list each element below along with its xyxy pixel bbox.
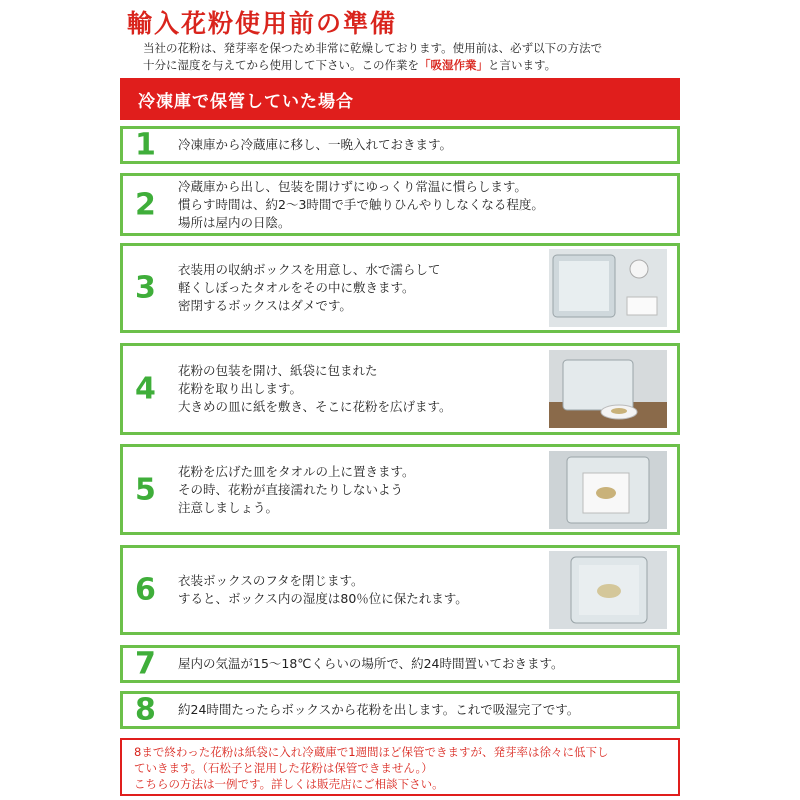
step-8: [120, 691, 680, 729]
step-3: [120, 243, 680, 333]
step-5: [120, 444, 680, 535]
step-line: 軽くしぼったタオルをその中に敷きます。: [178, 280, 415, 295]
step-line: 花粉を広げた皿をタオルの上に置きます。: [178, 463, 415, 479]
step-text: [178, 463, 415, 517]
step-1: [120, 126, 680, 164]
step-number: 5: [135, 472, 156, 507]
step-text: [178, 572, 468, 608]
step-line: 約24時間たったらボックスから花粉を出します。これで吸湿完了です。: [178, 702, 580, 717]
step-text: [178, 261, 440, 315]
page-title: 輸入花粉使用前の準備: [127, 9, 398, 38]
note-line-3: こちらの方法は一例です。詳しくは販売店にご相談下さい。: [134, 777, 444, 791]
step-line: その時、花粉が直接濡れたりしないよう: [178, 481, 404, 497]
intro-highlight: 「吸湿作業」: [419, 58, 488, 72]
intro-text: [143, 40, 683, 74]
step-number: 2: [135, 187, 156, 222]
step-number: 8: [135, 692, 156, 728]
step-line: すると、ボックス内の湿度は80％位に保たれます。: [178, 591, 468, 606]
intro-line-2: [143, 57, 683, 74]
step-line: 衣装ボックスのフタを閉じます。: [178, 573, 364, 588]
step-text: [178, 178, 544, 232]
section-banner: 冷凍庫で保管していた場合: [120, 78, 680, 120]
step-line: 花粉の包装を開け、紙袋に包まれた: [178, 363, 378, 378]
step-number: 4: [135, 371, 156, 407]
step-line: 大きめの皿に紙を敷き、そこに花粉を広げます。: [178, 399, 452, 414]
note-line-2: ていきます。（石松子と混用した花粉は保管できません。）: [134, 761, 433, 775]
step-7: [120, 645, 680, 683]
step-line: 慣らす時間は、約2～3時間で手で触りひんやりしなくなる程度。: [178, 196, 544, 212]
step-line: 衣装用の収納ボックスを用意し、水で濡らして: [178, 262, 441, 277]
intro-line-1: 当社の花粉は、発芽率を保つため非常に乾燥しております。使用前は、必ず以下の方法で: [143, 41, 603, 55]
step-line: 注意しましょう。: [178, 499, 279, 515]
step-number: 3: [135, 270, 156, 306]
dish-on-towel-photo: [549, 451, 667, 529]
step-number: 7: [135, 646, 156, 682]
step-4: [120, 343, 680, 435]
step-text: [178, 136, 452, 154]
intro-line-2-pre: 十分に湿度を与えてから使用して下さい。この作業を: [143, 58, 419, 72]
storage-box-photo: [549, 249, 667, 327]
pollen-dish-photo: [549, 350, 667, 428]
note-line-1: 8まで終わった花粉は紙袋に入れ冷蔵庫で1週間ほど保管できますが、発芽率は徐々に低下し: [134, 745, 609, 759]
closed-box-photo: [549, 551, 667, 629]
step-text: [178, 362, 452, 416]
footer-note: [120, 738, 680, 796]
step-line: 屋内の気温が15～18℃くらいの場所で、約24時間置いておきます。: [178, 656, 564, 671]
step-number: 6: [135, 572, 156, 608]
step-2: [120, 173, 680, 236]
step-text: [178, 701, 579, 719]
step-line: 場所は屋内の日陰。: [178, 214, 291, 230]
step-line: 冷蔵庫から出し、包装を開けずにゆっくり常温に慣らします。: [178, 178, 527, 194]
step-6: [120, 545, 680, 635]
intro-line-2-post: と言います。: [488, 58, 557, 72]
step-text: [178, 655, 564, 673]
step-number: 1: [135, 127, 156, 163]
step-line: 密閉するボックスはダメです。: [178, 298, 352, 313]
step-line: 冷凍庫から冷蔵庫に移し、一晩入れておきます。: [178, 137, 453, 152]
step-line: 花粉を取り出します。: [178, 381, 303, 396]
